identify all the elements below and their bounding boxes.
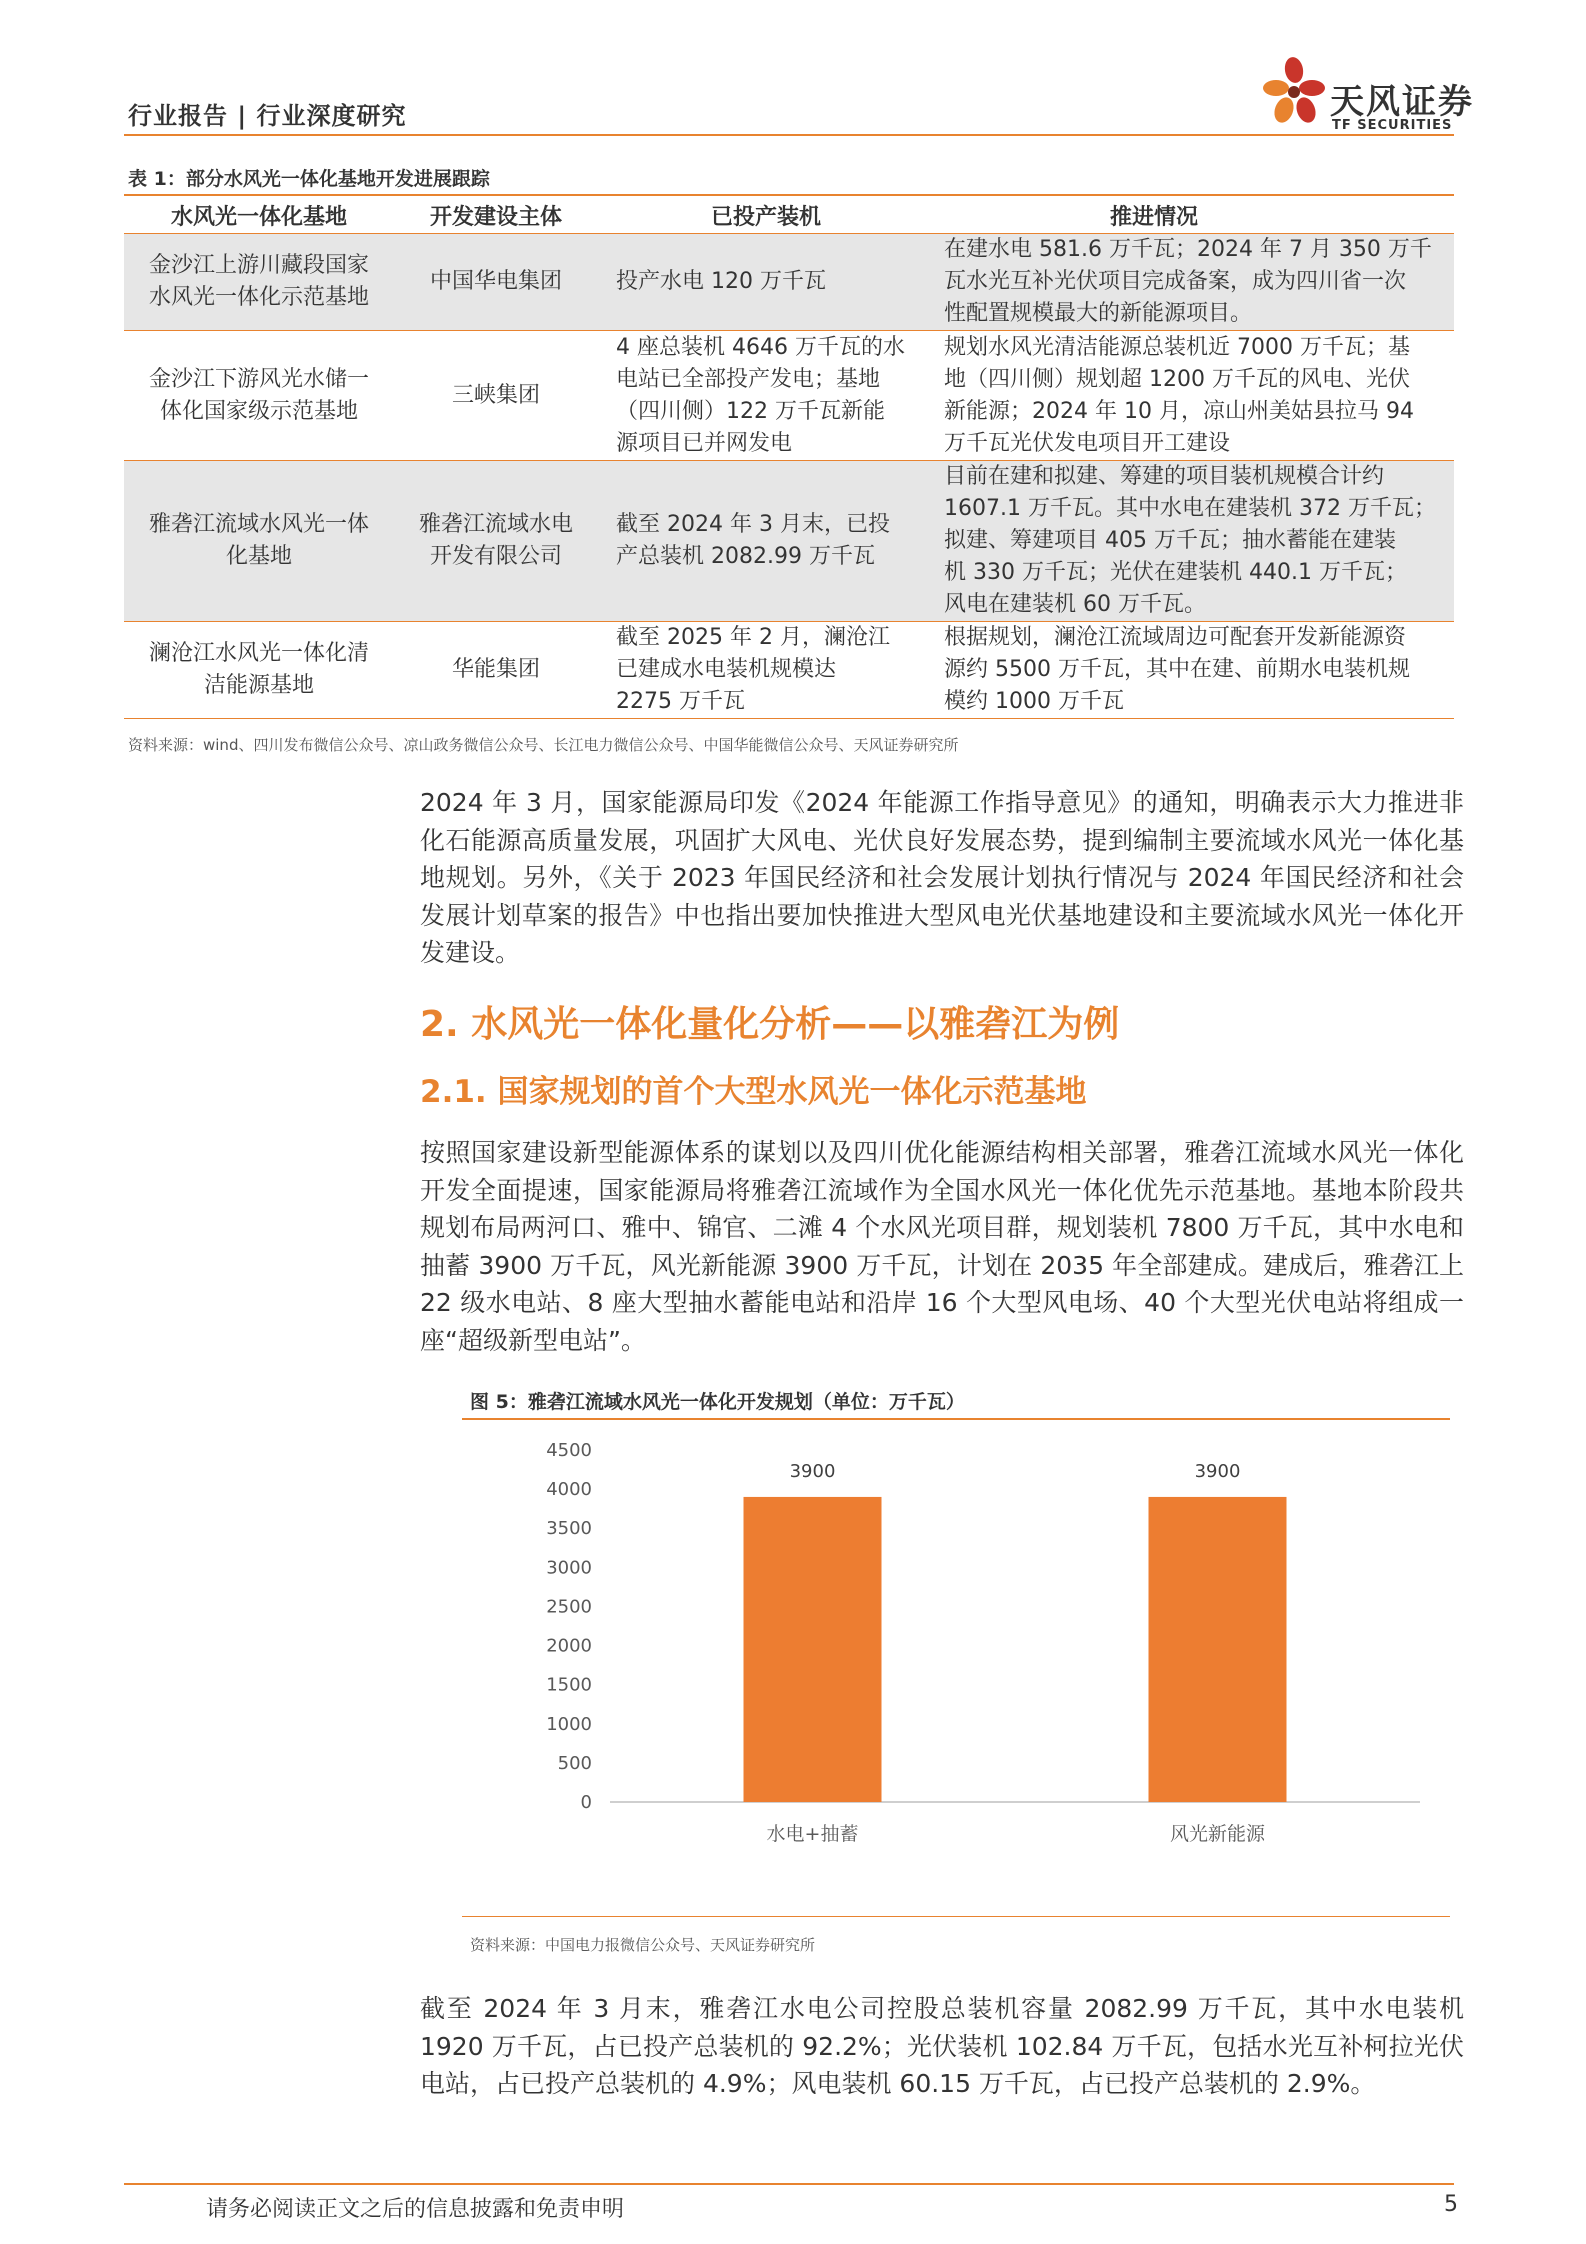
bar-data-label: 3900: [789, 1460, 836, 1482]
table-row: [124, 622, 1454, 718]
cell-line: 化基地: [225, 544, 292, 569]
table-source: 资料来源：wind、四川发布微信公众号、凉山政务微信公众号、长江电力微信公众号、中国华能微信公众号、天风证券研究所: [128, 736, 959, 754]
table-top-rule: [124, 194, 1454, 196]
cell-line: 1607.1 万千瓦。其中水电在建装机 372 万千瓦；: [944, 496, 1436, 521]
cell-line: 开发有限公司: [429, 544, 562, 569]
y-tick-label: 4000: [546, 1479, 592, 1501]
y-tick-label: 4500: [546, 1440, 592, 1461]
cell-line: 已建成水电装机规模达: [616, 657, 837, 682]
table-row: [124, 234, 1454, 330]
y-tick-label: 1500: [546, 1674, 592, 1696]
bar-data-label: 3900: [1194, 1460, 1241, 1482]
figure-caption: 图 5：雅砻江流域水风光一体化开发规划（单位：万千瓦）: [470, 1391, 965, 1413]
cell-progress: [944, 234, 1444, 330]
table-row: [124, 461, 1454, 621]
bar-wind-solar: [1149, 1497, 1287, 1802]
cell-line: 金沙江下游风光水储一: [148, 366, 369, 392]
logo-chinese-text: 天风证券: [1330, 82, 1474, 122]
cell-line: 模约 1000 万千瓦: [944, 689, 1124, 714]
page-number: 5: [1444, 2192, 1458, 2217]
cell-line: 规划水风光清洁能源总装机近 7000 万千瓦；基: [944, 334, 1410, 360]
cell-line: 截至 2025 年 2 月，澜沧江: [616, 625, 890, 650]
bar-chart: [540, 1430, 1440, 1900]
cell-line: 雅砻江流域水风光一体: [148, 512, 369, 537]
table-header-developer: 开发建设主体: [429, 205, 562, 230]
cell-base: [128, 509, 390, 573]
table-row: [124, 331, 1454, 460]
flower-logo-icon: [1263, 56, 1325, 126]
cell-line: 中国华电集团: [429, 269, 562, 294]
cell-line: 根据规划，澜沧江流域周边可配套开发新能源资: [944, 625, 1407, 650]
table-header-base: 水风光一体化基地: [170, 205, 347, 230]
cell-line: 性配置规模最大的新能源项目。: [944, 301, 1253, 326]
cell-developer: [404, 266, 588, 298]
body-paragraph-2: 按照国家建设新型能源体系的谋划以及四川优化能源结构相关部署，雅砻江流域水风光一体化开发全面提速，国家能源局将雅砻江流域作为全国水风光一体化优先示范基地。基地本阶段共规划布局两河口、雅中、锦官、二滩 4 个水风光项目群，规划装机 7800 万千瓦，其中水电和抽蓄 3900 万千瓦，风光新能源 3900 万千瓦，计划在 2035 年全部建成。建成后，雅砻江上 22 级水电站、8 座大型抽水蓄能电站和沿岸 16 个大型风电场、40 个大型光伏电站将组成一座“超级新型电站”。: [420, 1138, 1464, 1355]
cell-line: 投产水电 120 万千瓦: [616, 269, 826, 294]
x-category-label: 风光新能源: [1169, 1823, 1266, 1845]
cell-line: 地（四川侧）规划超 1200 万千瓦的风电、光伏: [944, 366, 1410, 392]
y-tick-label: 1000: [546, 1713, 592, 1735]
cell-line: 机 330 万千瓦；光伏在建装机 440.1 万千瓦；: [944, 560, 1407, 585]
cell-line: 风电在建装机 60 万千瓦。: [944, 592, 1206, 617]
footer-disclaimer: 请务必阅读正文之后的信息披露和免责申明: [206, 2197, 625, 2222]
figure-top-rule: [462, 1418, 1450, 1420]
report-type-label: 行业报告 | 行业深度研究: [128, 102, 407, 130]
cell-line: 源约 5500 万千瓦，其中在建、前期水电装机规: [944, 657, 1410, 682]
bar-hydro-pumped-storage: [744, 1497, 882, 1802]
y-tick-label: 2000: [546, 1635, 592, 1657]
subsection-heading: 2.1. 国家规划的首个大型水风光一体化示范基地: [420, 1074, 1087, 1110]
cell-installed: [616, 622, 906, 718]
cell-developer: [404, 380, 588, 412]
footer-divider: [124, 2183, 1454, 2185]
cell-installed: [616, 332, 906, 460]
cell-line: 洁能源基地: [203, 673, 314, 698]
cell-line: 拟建、筹建项目 405 万千瓦；抽水蓄能在建装: [944, 528, 1396, 553]
cell-developer: [404, 509, 588, 573]
body-paragraph-1: 2024 年 3 月，国家能源局印发《2024 年能源工作指导意见》的通知，明确表示大力推进非化石能源高质量发展，巩固扩大风电、光伏良好发展态势，提到编制主要流域水风光一体化基地规划。另外，《关于 2023 年国民经济和社会发展计划执行情况与 2024 年国民经济和社会发展计划草案的报告》中也指出要加快推进大型风电光伏基地建设和主要流域水风光一体化开发建设。: [420, 788, 1464, 967]
cell-line: 在建水电 581.6 万千瓦；2024 年 7 月 350 万千: [944, 237, 1432, 262]
x-category-label: 水电+抽蓄: [766, 1823, 859, 1845]
figure-bottom-rule: [462, 1916, 1450, 1917]
cell-base: [128, 638, 390, 702]
cell-installed: [616, 266, 906, 298]
table-caption: 表 1：部分水风光一体化基地开发进展跟踪: [128, 168, 490, 190]
body-paragraph-3: 截至 2024 年 3 月末，雅砻江水电公司控股总装机容量 2082.99 万千瓦，其中水电装机 1920 万千瓦，占已投产总装机的 92.2%；光伏装机 102.84 万千瓦，包括水光互补柯拉光伏电站，占已投产总装机的 4.9%；风电装机 60.15 万千瓦，占已投产总装机的 2.9%。: [420, 1994, 1464, 2098]
cell-line: 万千瓦光伏发电项目开工建设: [944, 430, 1231, 456]
y-tick-label: 3500: [546, 1518, 592, 1540]
table-header-progress: 推进情况: [1109, 205, 1198, 230]
cell-line: 华能集团: [451, 657, 540, 682]
cell-line: 雅砻江流域水电: [418, 512, 573, 537]
cell-line: （四川侧）122 万千瓦新能: [616, 398, 885, 424]
cell-developer: [404, 654, 588, 686]
cell-line: 目前在建和拟建、筹建的项目装机规模合计约: [944, 464, 1385, 489]
cell-line: 三峡集团: [451, 382, 540, 408]
cell-progress: [944, 461, 1444, 621]
cell-line: 4 座总装机 4646 万千瓦的水: [616, 334, 905, 360]
cell-line: 澜沧江水风光一体化清: [148, 641, 369, 666]
table-header-installed: 已投产装机: [710, 205, 821, 230]
section-heading: 2. 水风光一体化量化分析——以雅砻江为例: [420, 1004, 1120, 1045]
figure-source: 资料来源：中国电力报微信公众号、天风证券研究所: [470, 1936, 816, 1954]
cell-line: 瓦水光互补光伏项目完成备案，成为四川省一次: [944, 269, 1407, 294]
cell-line: 金沙江上游川藏段国家: [148, 253, 369, 278]
table-row-rule: [124, 718, 1454, 719]
cell-line: 新能源；2024 年 10 月，凉山州美姑县拉马 94: [944, 398, 1414, 424]
cell-line: 截至 2024 年 3 月末，已投: [616, 512, 890, 537]
cell-base: [128, 250, 390, 314]
cell-line: 产总装机 2082.99 万千瓦: [616, 544, 875, 569]
cell-line: 电站已全部投产发电；基地: [616, 366, 881, 392]
cell-progress: [944, 332, 1444, 460]
cell-line: 体化国家级示范基地: [159, 398, 358, 424]
cell-base: [128, 364, 390, 428]
cell-line: 2275 万千瓦: [616, 689, 745, 714]
y-tick-label: 3000: [546, 1557, 592, 1579]
cell-progress: [944, 622, 1444, 718]
cell-installed: [616, 509, 906, 573]
y-tick-label: 2500: [546, 1596, 592, 1618]
cell-line: 水风光一体化示范基地: [148, 285, 369, 310]
logo-english-text: TF SECURITIES: [1332, 118, 1453, 133]
header-divider: [124, 134, 1454, 136]
cell-line: 源项目已并网发电: [616, 430, 793, 456]
y-tick-label: 500: [557, 1752, 592, 1774]
y-tick-label: 0: [580, 1792, 592, 1813]
